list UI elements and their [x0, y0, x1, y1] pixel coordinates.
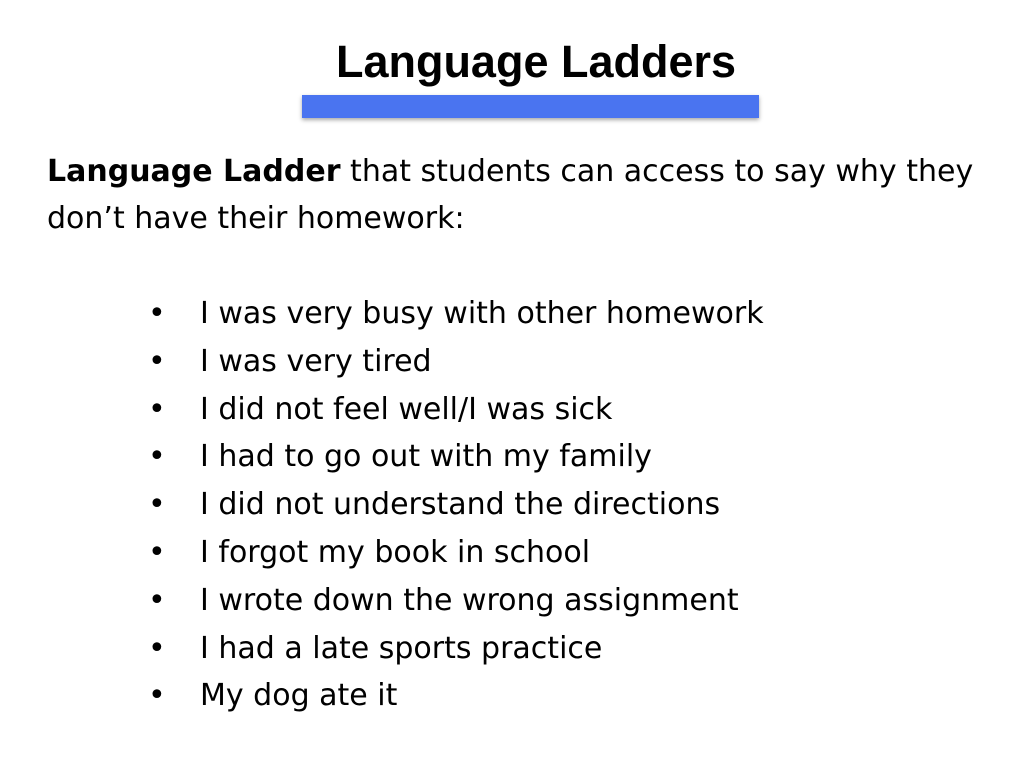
reason-text: I did not understand the directions	[200, 487, 721, 523]
list-item	[148, 625, 764, 673]
bullet-icon: •	[148, 439, 166, 475]
intro-bold-term: Language Ladder	[47, 154, 341, 189]
list-item	[148, 386, 764, 434]
bullet-icon: •	[148, 582, 166, 618]
bullet-icon: •	[148, 678, 166, 714]
list-item	[148, 672, 764, 720]
bullet-icon: •	[148, 630, 166, 666]
list-item	[148, 433, 764, 481]
intro-paragraph	[47, 148, 977, 242]
reason-text: I was very busy with other homework	[200, 296, 764, 331]
list-item	[148, 338, 764, 386]
reason-text: My dog ate it	[200, 678, 398, 714]
reason-text: I forgot my book in school	[200, 534, 591, 570]
intro-text: that students can access to say why they don’t have their homework:	[47, 154, 974, 236]
bullet-icon: •	[148, 296, 166, 331]
reason-text: I did not feel well/I was sick	[200, 391, 613, 427]
reasons-list	[148, 290, 764, 720]
list-item	[148, 577, 764, 625]
reason-text: I wrote down the wrong assignment	[200, 582, 739, 618]
list-item	[148, 481, 764, 529]
list-item	[148, 290, 764, 338]
slide-title: Language Ladders	[335, 36, 737, 87]
list-item	[148, 529, 764, 577]
bullet-icon: •	[148, 343, 166, 379]
reason-text: I had a late sports practice	[200, 630, 603, 666]
reason-text: I was very tired	[200, 343, 432, 379]
bullet-icon: •	[148, 534, 166, 570]
bullet-icon: •	[148, 391, 166, 427]
bullet-icon: •	[148, 487, 166, 523]
reason-text: I had to go out with my family	[200, 439, 652, 475]
title-underline-bar	[302, 95, 759, 118]
